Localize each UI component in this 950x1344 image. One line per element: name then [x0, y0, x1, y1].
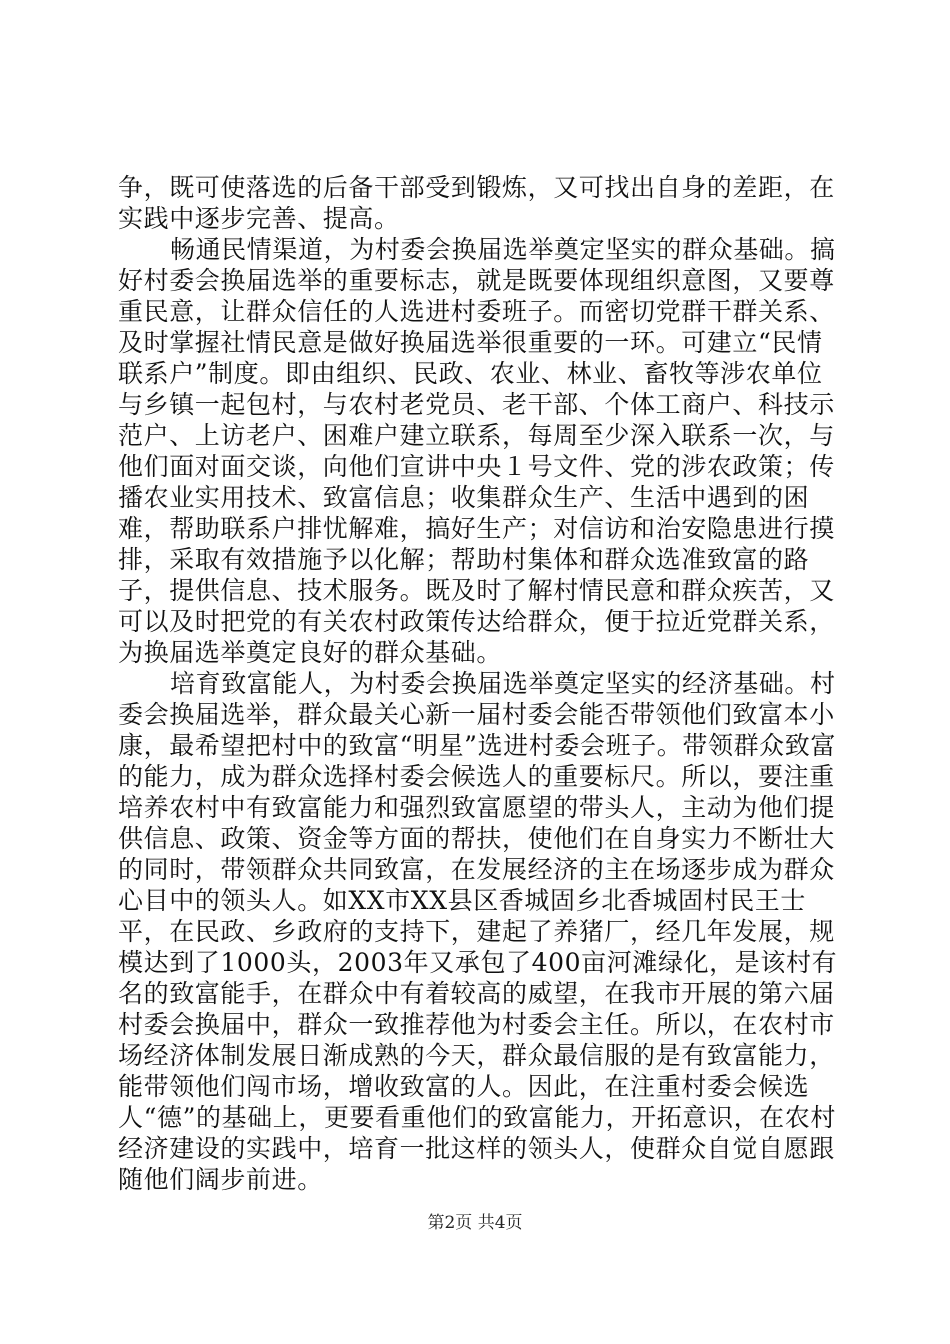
page-number-footer: 第2页 共4页: [427, 1213, 523, 1233]
paragraph-public-opinion: 畅通民情渠道，为村委会换届选举奠定坚实的群众基础。搞好村委会换届选举的重要标志，就是既要体现组织意图，又要尊重民意，让群众信任的人选进村委班子。而密切党群干群关系、及时掌握社情民意是做好换届选举很重要的一环。可建立“民情联系户”制度。即由组织、民政、农业、林业、畜牧等涉农单位与乡镇一起包村，与农村老党员、老干部、个体工商户、科技示范户、上访老户、困难户建立联系，每周至少深入联系一次，与他们面对面交谈，向他们宣讲中央１号文件、党的涉农政策；传播农业实用技术、致富信息；收集群众生产、生活中遇到的困难，帮助联系户排忧解难，搞好生产；对信访和治安隐患进行摸排，采取有效措施予以化解；帮助村集体和群众选准致富的路子，提供信息、技术服务。既及时了解村情民意和群众疾苦，又可以及时把党的有关农村政策传达给群众，便于拉近党群关系，为换届选举奠定良好的群众基础。: [118, 235, 836, 667]
paragraph-wealth-leaders: 培育致富能人，为村委会换届选举奠定坚实的经济基础。村委会换届选举，群众最关心新一届村委会能否带领他们致富本小康，最希望把村中的致富“明星”选进村委会班子。带领群众致富的能力，成为群众选择村委会候选人的重要标尺。所以，要注重培养农村中有致富能力和强烈致富愿望的带头人，主动为他们提供信息、政策、资金等方面的帮扶，使他们在自身实力不断壮大的同时，带领群众共同致富，在发展经济的主在场逐步成为群众心目中的领头人。如XX市XX县区香城固乡北香城固村民王士平，在民政、乡政府的支持下，建起了养猪厂，经几年发展，规模达到了1000头，2003年又承包了400亩河滩绿化，是该村有名的致富能手，在群众中有着较高的威望，在我市开展的第六届村委会换届中，群众一致推荐他为村委会主任。所以，在农村市场经济体制发展日渐成熟的今天，群众最信服的是有致富能力，能带领他们闯市场，增收致富的人。因此，在注重村委会候选人“德”的基础上，更要看重他们的致富能力，开拓意识，在农村经济建设的实践中，培育一批这样的领头人，使群众自觉自愿跟随他们阔步前进。: [118, 669, 838, 1194]
paragraph-continuation: 争，既可使落选的后备干部受到锻炼，又可找出自身的差距，在实践中逐步完善、提高。: [118, 173, 835, 233]
document-body: [118, 172, 838, 1195]
